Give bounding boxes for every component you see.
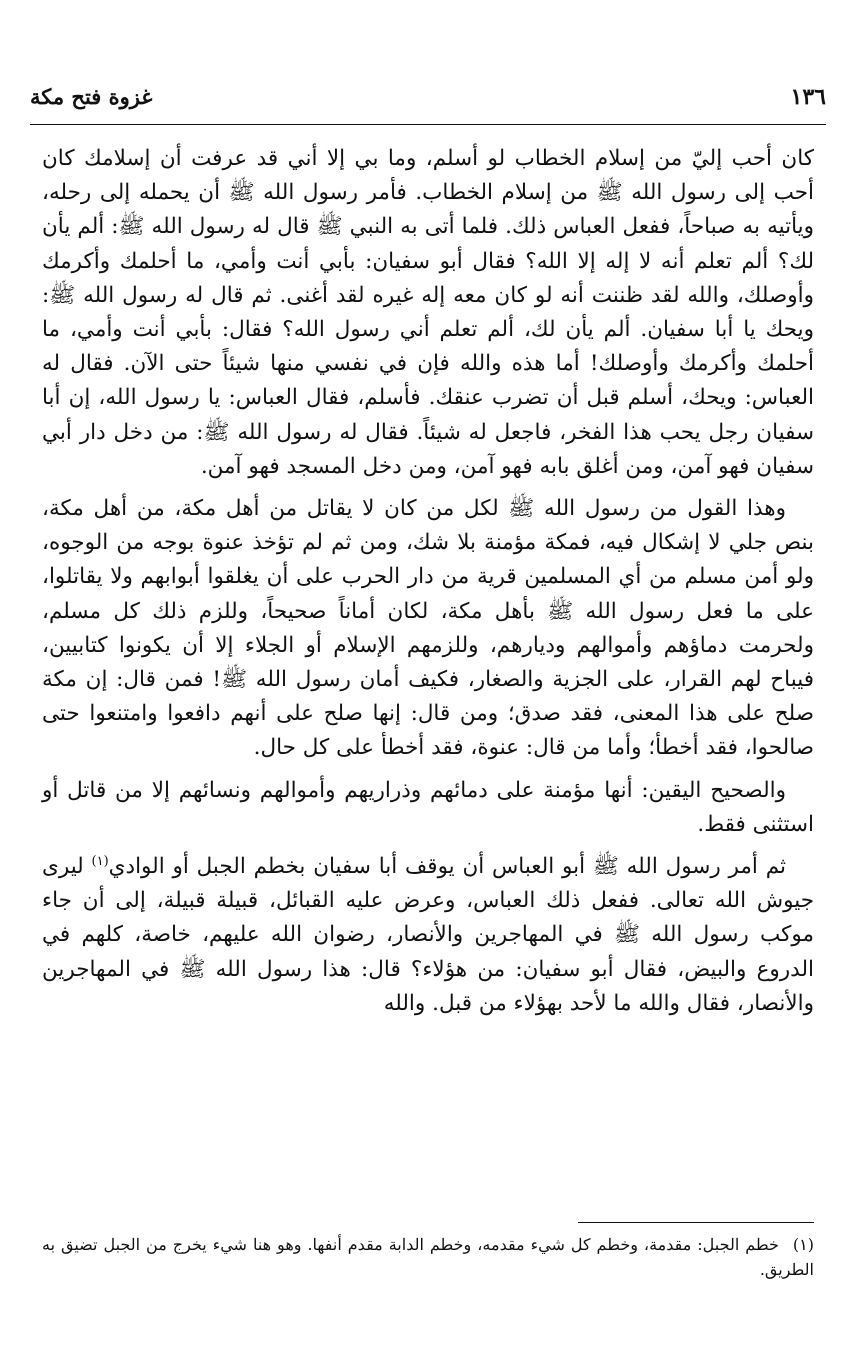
footnote-reference: (١) xyxy=(91,853,109,869)
paragraph-4-start: ثم أمر رسول الله ﷺ أبو العباس أن يوقف أبا سفيان بخطم الجبل أو الوادي xyxy=(108,854,786,880)
running-title: غزوة فتح مكة xyxy=(30,84,153,109)
page-header xyxy=(30,84,826,125)
paragraph-4 xyxy=(42,850,814,1021)
paragraph-1: كان أحب إليّ من إسلام الخطاب لو أسلم، وما بي إلا أني قد عرفت أن إسلامك كان أحب إلى رسول الله ﷺ من إسلام الخطاب. فأمر رسول الله ﷺ أن يحمله إلى رحله، ويأتيه به صباحاً، ففعل العباس ذلك. فلما أتى به النبي ﷺ قال له رسول الله ﷺ: ألم يأن لك؟ ألم تعلم أنه لا إله إلا الله؟ فقال أبو سفيان: بأبي أنت وأمي، ما أحلمك وأكرمك وأوصلك، والله لقد ظننت أنه لو كان معه إله غيره لقد أغنى. ثم قال له رسول الله ﷺ: ويحك يا أبا سفيان. ألم يأن لك، ألم تعلم أني رسول الله؟ فقال: بأبي أنت وأمي، ما أحلمك وأكرمك وأوصلك! أما هذه والله فإن في نفسي منها شيئاً حتى الآن. فقال له العباس: ويحك، أسلم قبل أن تضرب عنقك. فأسلم، فقال العباس: يا رسول الله، إن أبا سفيان رجل يحب هذا الفخر، فاجعل له شيئاً. فقال له رسول الله ﷺ: من دخل دار أبي سفيان فهو آمن، ومن أغلق بابه فهو آمن، ومن دخل المسجد فهو آمن. xyxy=(42,146,814,479)
footnote-text: خطم الجبل: مقدمة، وخطم كل شيء مقدمه، وخطم الدابة مقدم أنفها. وهو هنا شيء يخرج من الجبل تضيق به الطريق. xyxy=(42,1235,814,1279)
paragraph-2: وهذا القول من رسول الله ﷺ لكل من كان لا يقاتل من أهل مكة، من أهل مكة، بنص جلي لا إشكال فيه، فمكة مؤمنة بلا شك، ومن ثم لم تؤخذ عنوة بوجه من الوجوه، ولو أمن مسلم من أي المسلمين قرية من دار الحرب على أن يغلقوا أبوابهم ولا يقاتلوا، على ما فعل رسول الله ﷺ بأهل مكة، لكان أماناً صحيحاً، وللزم ذلك كل مسلم، ولحرمت دماؤهم وأموالهم وديارهم، وللزمهم الإسلام أو الجلاء إلا أن يكونوا كتابيين، فيباح لهم القرار، على الجزية والصغار، فكيف أمان رسول الله ﷺ! فمن قال: إن مكة صلح على هذا المعنى، فقد صدق؛ ومن قال: إنها صلح على أنهم دافعوا وامتنعوا حتى صالحوا، فقد أخطأ؛ وأما من قال: عنوة، فقد أخطأ على كل حال. xyxy=(42,496,814,761)
paragraph-3: والصحيح اليقين: أنها مؤمنة على دمائهم وذراريهم وأموالهم ونسائهم إلا من قاتل أو استثنى فقط. xyxy=(42,777,814,837)
page-number: ١٣٦ xyxy=(790,84,826,110)
footnote-divider xyxy=(578,1222,814,1223)
footnote-marker: (١) xyxy=(792,1235,814,1254)
body-text xyxy=(42,142,814,1029)
paragraph-4-end: ليرى جيوش الله تعالى. ففعل ذلك العباس، وعرض عليه القبائل، قبيلة قبيلة، إلى أن جاء موكب رسول الله ﷺ في المهاجرين والأنصار، رضوان الله عليهم، خاصة، كلهم في الدروع والبيض، فقال أبو سفيان: من هؤلاء؟ قال: هذا رسول الله ﷺ في المهاجرين والأنصار، فقال والله ما لأحد بهؤلاء من قبل. والله xyxy=(42,854,814,1016)
footnote xyxy=(42,1232,814,1282)
